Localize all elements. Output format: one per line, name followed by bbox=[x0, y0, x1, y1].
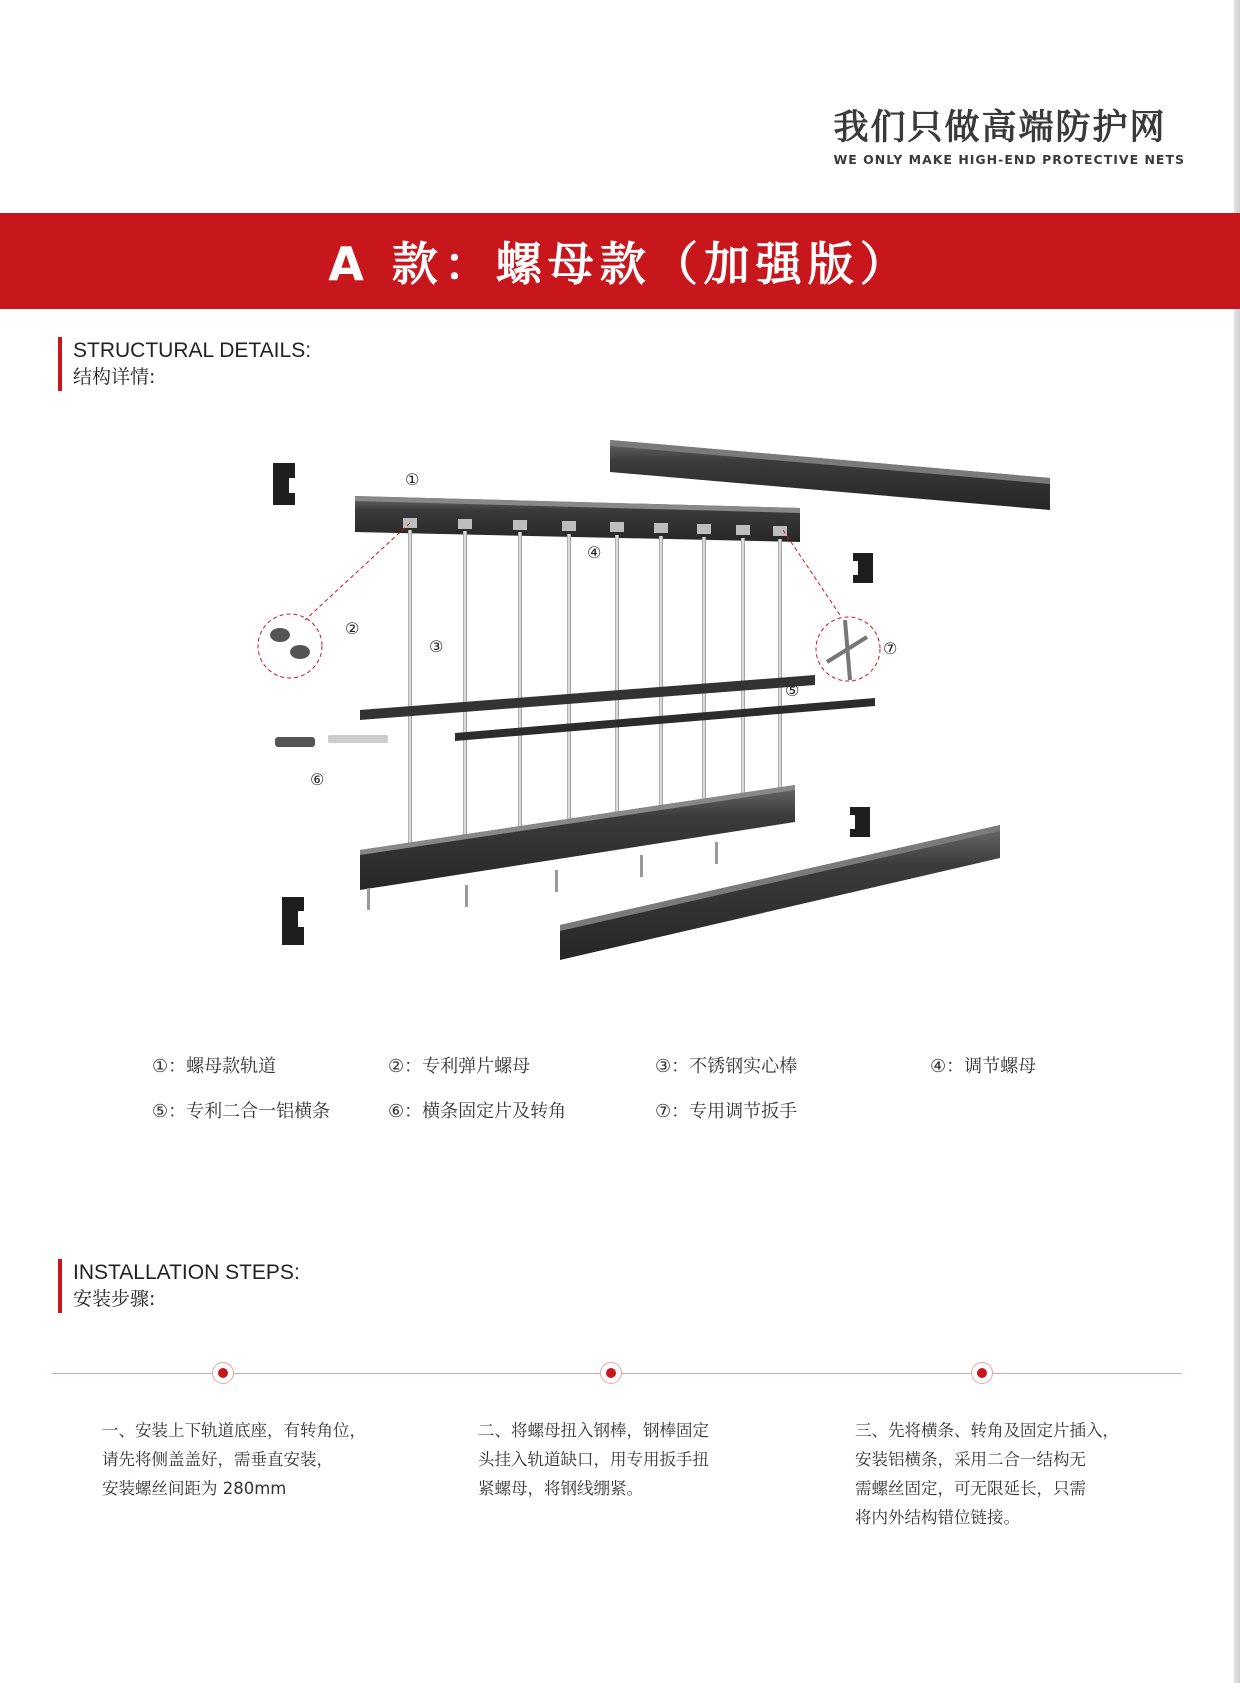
marker-5: ⑤ bbox=[785, 681, 800, 700]
step-2 bbox=[478, 1416, 768, 1503]
end-cap bbox=[273, 463, 295, 505]
legend-item: ②：专利弹片螺母 bbox=[388, 1056, 531, 1077]
fixing-piece-icon bbox=[275, 735, 388, 747]
brand-slogan-en: WE ONLY MAKE HIGH-END PROTECTIVE NETS bbox=[833, 152, 1185, 167]
step-line: 请先将侧盖盖好，需垂直安装， bbox=[102, 1450, 333, 1469]
marker-4: ④ bbox=[587, 543, 602, 562]
step-line: 需螺丝固定，可无限延长，只需 bbox=[855, 1479, 1086, 1498]
legend-item: ③：不锈钢实心棒 bbox=[655, 1056, 798, 1077]
end-cap bbox=[853, 553, 873, 583]
step-line: 一、安装上下轨道底座，有转角位， bbox=[102, 1421, 366, 1440]
brand-slogan-cn: 我们只做高端防护网 bbox=[833, 108, 1167, 148]
structure-diagram bbox=[255, 430, 1055, 990]
legend-item: ⑦：专用调节扳手 bbox=[655, 1101, 798, 1122]
step-line: 将内外结构错位链接。 bbox=[855, 1508, 1020, 1527]
legend-item: ⑤：专利二合一铝横条 bbox=[152, 1101, 331, 1122]
brand-block bbox=[833, 100, 1185, 167]
marker-7: ⑦ bbox=[883, 639, 898, 658]
marker-3: ③ bbox=[429, 637, 444, 656]
spring-nut-callout bbox=[258, 614, 322, 678]
step-line: 安装螺丝间距为 280mm bbox=[102, 1479, 287, 1498]
step-line: 三、先将横条、转角及固定片插入， bbox=[855, 1421, 1119, 1440]
title-banner bbox=[0, 213, 1240, 309]
step-3 bbox=[855, 1416, 1145, 1532]
banner-title: A 款：螺母款（加强版） bbox=[328, 237, 912, 291]
spring-nut-icon bbox=[270, 628, 310, 659]
installation-heading-cn: 安装步骤: bbox=[73, 1288, 156, 1310]
structural-heading-cn: 结构详情: bbox=[73, 366, 156, 388]
legend-item: ①：螺母款轨道 bbox=[152, 1056, 277, 1077]
marker-6: ⑥ bbox=[310, 770, 325, 789]
installation-heading bbox=[58, 1259, 300, 1313]
legend-item: ④：调节螺母 bbox=[930, 1056, 1037, 1077]
step-line: 紧螺母，将钢线绷紧。 bbox=[478, 1479, 643, 1498]
step-line: 安装铝横条，采用二合一结构无 bbox=[855, 1450, 1086, 1469]
timeline-dot bbox=[971, 1362, 993, 1384]
marker-2: ② bbox=[345, 619, 360, 638]
timeline-dot bbox=[600, 1362, 622, 1384]
end-cap bbox=[850, 807, 870, 837]
timeline-dot bbox=[212, 1362, 234, 1384]
end-cap bbox=[282, 897, 304, 945]
wrench-icon bbox=[827, 620, 867, 680]
callout-line bbox=[305, 523, 410, 620]
step-line: 头挂入轨道缺口，用专用扳手扭 bbox=[478, 1450, 709, 1469]
marker-1: ① bbox=[405, 470, 420, 489]
top-rail bbox=[355, 496, 800, 542]
step-line: 二、将螺母扭入钢棒，钢棒固定 bbox=[478, 1421, 709, 1440]
structural-heading-en: STRUCTURAL DETAILS: bbox=[73, 339, 312, 362]
step-1 bbox=[102, 1416, 392, 1503]
callout-line bbox=[783, 530, 840, 615]
installation-heading-en: INSTALLATION STEPS: bbox=[73, 1261, 300, 1284]
structural-heading bbox=[58, 337, 311, 391]
legend-item: ⑥：横条固定片及转角 bbox=[388, 1101, 567, 1122]
